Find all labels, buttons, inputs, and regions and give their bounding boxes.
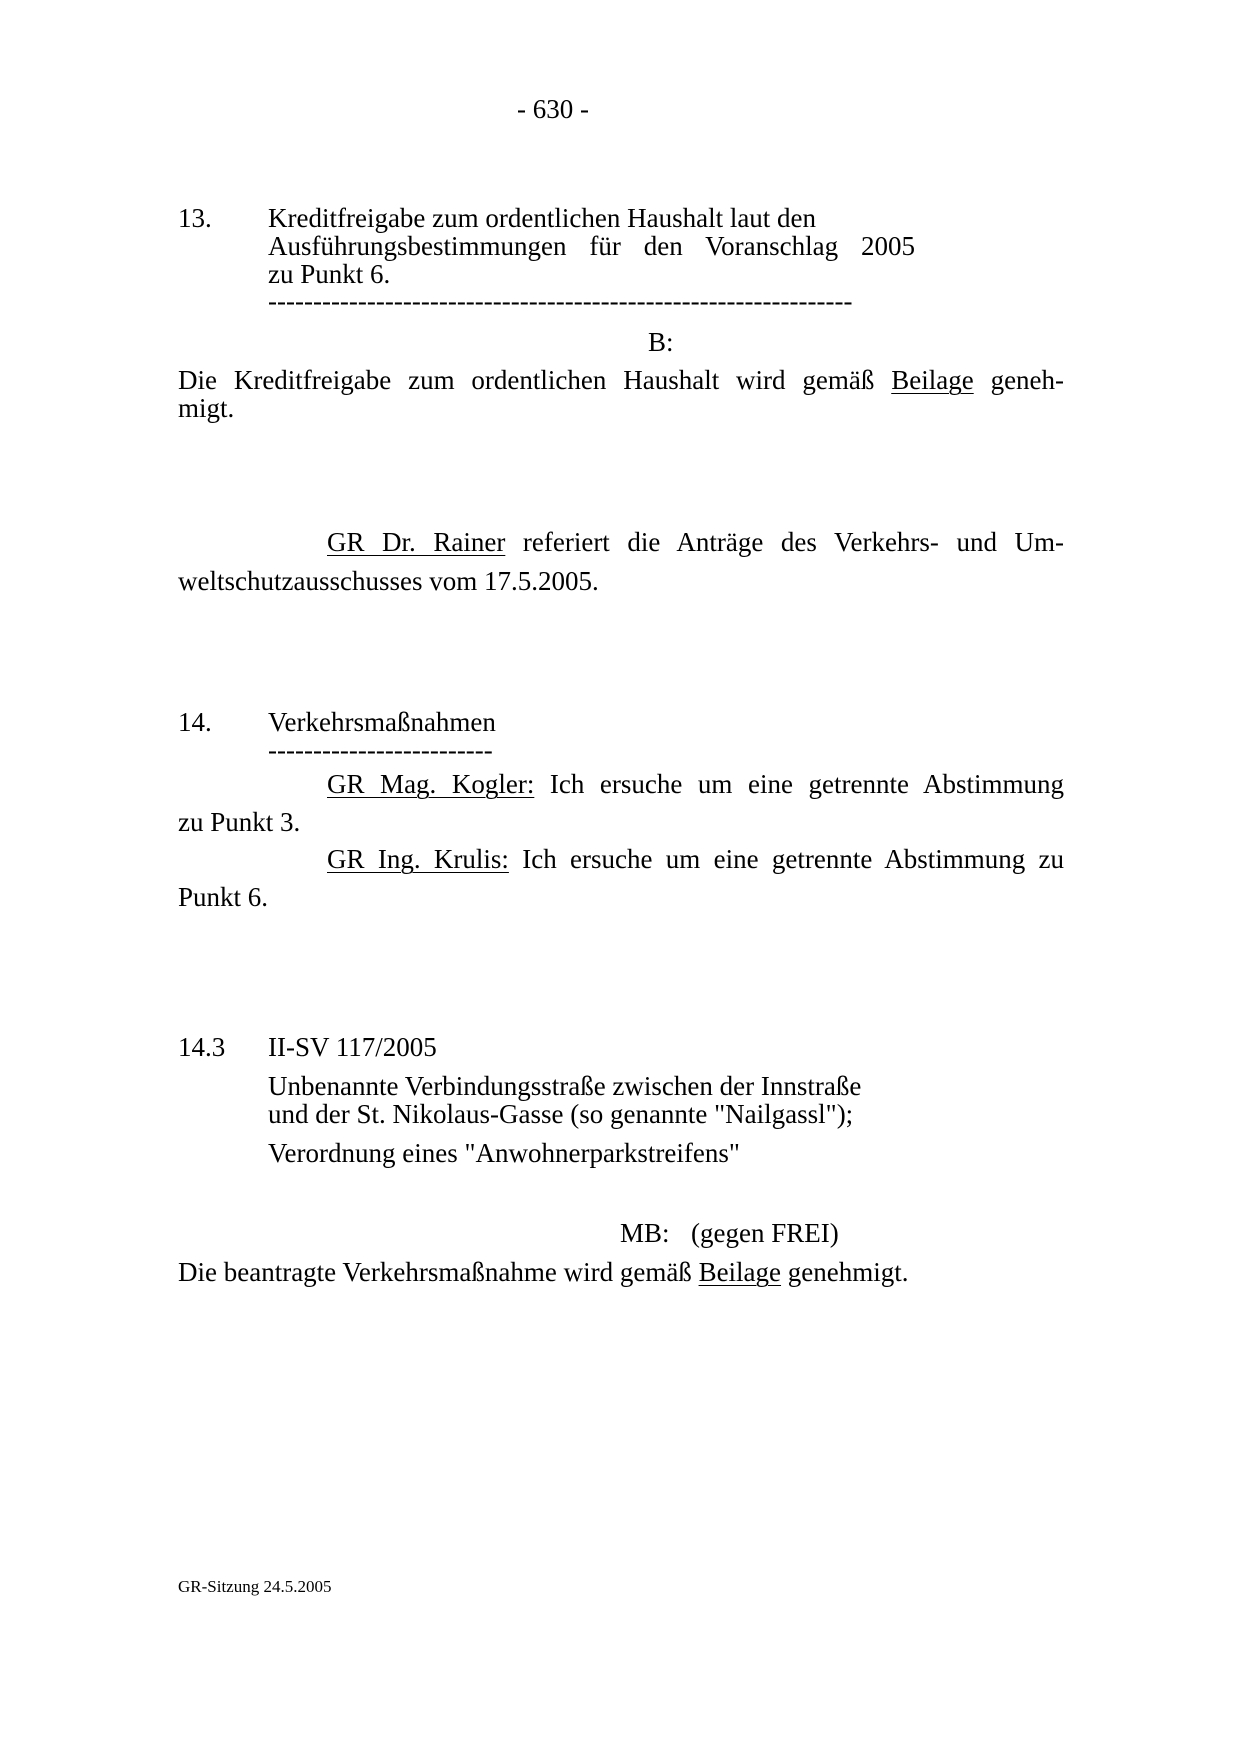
item-13-decision-label: B:: [648, 327, 674, 357]
footer-session-date: GR-Sitzung 24.5.2005: [178, 1577, 332, 1596]
item-14-3-number: 14.3: [178, 1032, 226, 1062]
item-14-3-code: II-SV 117/2005: [268, 1032, 437, 1062]
item-13-title-line-1: Kreditfreigabe zum ordentlichen Haushalt laut den: [268, 203, 817, 233]
page-number: - 630 -: [517, 94, 589, 124]
statement-kogler-text: Ich ersuche um eine getrennte Abstimmung: [549, 769, 1064, 799]
item-14-3-description-line-2: und der St. Nikolaus-Gasse (so genannte "Nailgassl");: [268, 1099, 854, 1129]
statement-krulis-line-1: [327, 846, 1064, 873]
report-text: referiert die Anträge des Verkehrs- und Um-: [522, 527, 1065, 557]
item-13-decision-line-1: [178, 367, 1064, 394]
speaker-gr-ing-krulis: GR Ing. Krulis:: [327, 844, 509, 874]
item-13-title-line-2: Ausführungsbestimmungen für den Voranschlag 2005: [268, 231, 915, 261]
item-14-3-decision-post: genehmigt.: [787, 1257, 909, 1287]
speaker-gr-dr-rainer: GR Dr. Rainer: [327, 527, 506, 557]
item-14-number: 14.: [178, 707, 212, 737]
statement-krulis-text: Ich ersuche um eine getrennte Abstimmung zu: [522, 844, 1065, 874]
report-line-1: [327, 529, 1064, 556]
speaker-gr-mag-kogler: GR Mag. Kogler:: [327, 769, 535, 799]
item-14-title: Verkehrsmaßnahmen: [268, 707, 496, 737]
item-14-3-decision-text: [178, 1259, 909, 1286]
item-13-title-line-3: zu Punkt 6.: [268, 259, 391, 289]
beilage-link[interactable]: Beilage: [891, 365, 974, 395]
item-13-separator: -----------------------------------------------------------------: [268, 288, 853, 315]
item-13-decision-hyphenated: geneh-: [990, 365, 1065, 395]
statement-kogler-line-1: [327, 771, 1064, 798]
item-14-3-decision-note: (gegen FREI): [691, 1218, 839, 1248]
item-14-3-description-line-3: Verordnung eines "Anwohnerparkstreifens": [268, 1138, 740, 1168]
item-14-separator: -------------------------: [268, 737, 493, 764]
item-14-3-decision-pre: Die beantragte Verkehrsmaßnahme wird gemäß: [178, 1257, 692, 1287]
report-line-2: weltschutzausschusses vom 17.5.2005.: [178, 566, 599, 596]
item-13-decision-text: Die Kreditfreigabe zum ordentlichen Haushalt wird gemäß: [178, 365, 875, 395]
item-13-decision-line-2: migt.: [178, 393, 235, 423]
item-13-number: 13.: [178, 203, 212, 233]
beilage-link-2[interactable]: Beilage: [698, 1257, 782, 1287]
item-14-3-description-line-1: Unbenannte Verbindungsstraße zwischen der Innstraße: [268, 1071, 862, 1101]
statement-kogler-line-2: zu Punkt 3.: [178, 807, 301, 837]
statement-krulis-line-2: Punkt 6.: [178, 882, 269, 912]
item-14-3-decision-label: MB:: [620, 1218, 670, 1248]
